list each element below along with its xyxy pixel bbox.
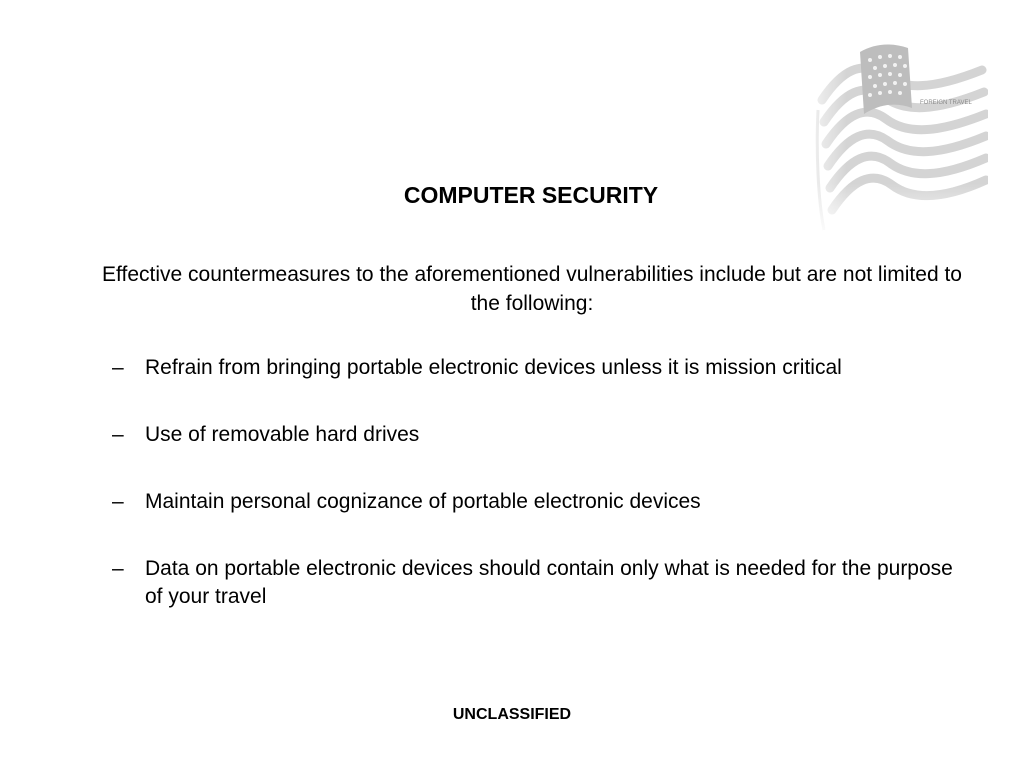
bullet-item [112,488,972,516]
dash-marker: – [112,423,124,446]
intro-text: Effective countermeasures to the aforementioned vulnerabilities include but are not limited to the following: [102,263,962,315]
bullet-item [112,555,972,611]
dash-marker: – [112,356,124,379]
bullet-text: Refrain from bringing portable electronic devices unless it is mission critical [145,356,842,379]
slide-title: COMPUTER SECURITY [403,182,659,208]
bullet-item [112,421,972,449]
classification-footer: UNCLASSIFIED [452,706,572,723]
bullet-item [112,354,972,382]
flag-caption: FOREIGN TRAVEL [920,100,972,106]
bullet-text: Use of removable hard drives [145,423,420,446]
dash-marker: – [112,490,124,513]
bullet-text: Data on portable electronic devices should contain only what is needed for the purpose of your travel [145,557,953,608]
dash-marker: – [112,557,124,580]
bullet-text: Maintain personal cognizance of portable electronic devices [145,490,701,513]
bullet-list [112,354,972,611]
